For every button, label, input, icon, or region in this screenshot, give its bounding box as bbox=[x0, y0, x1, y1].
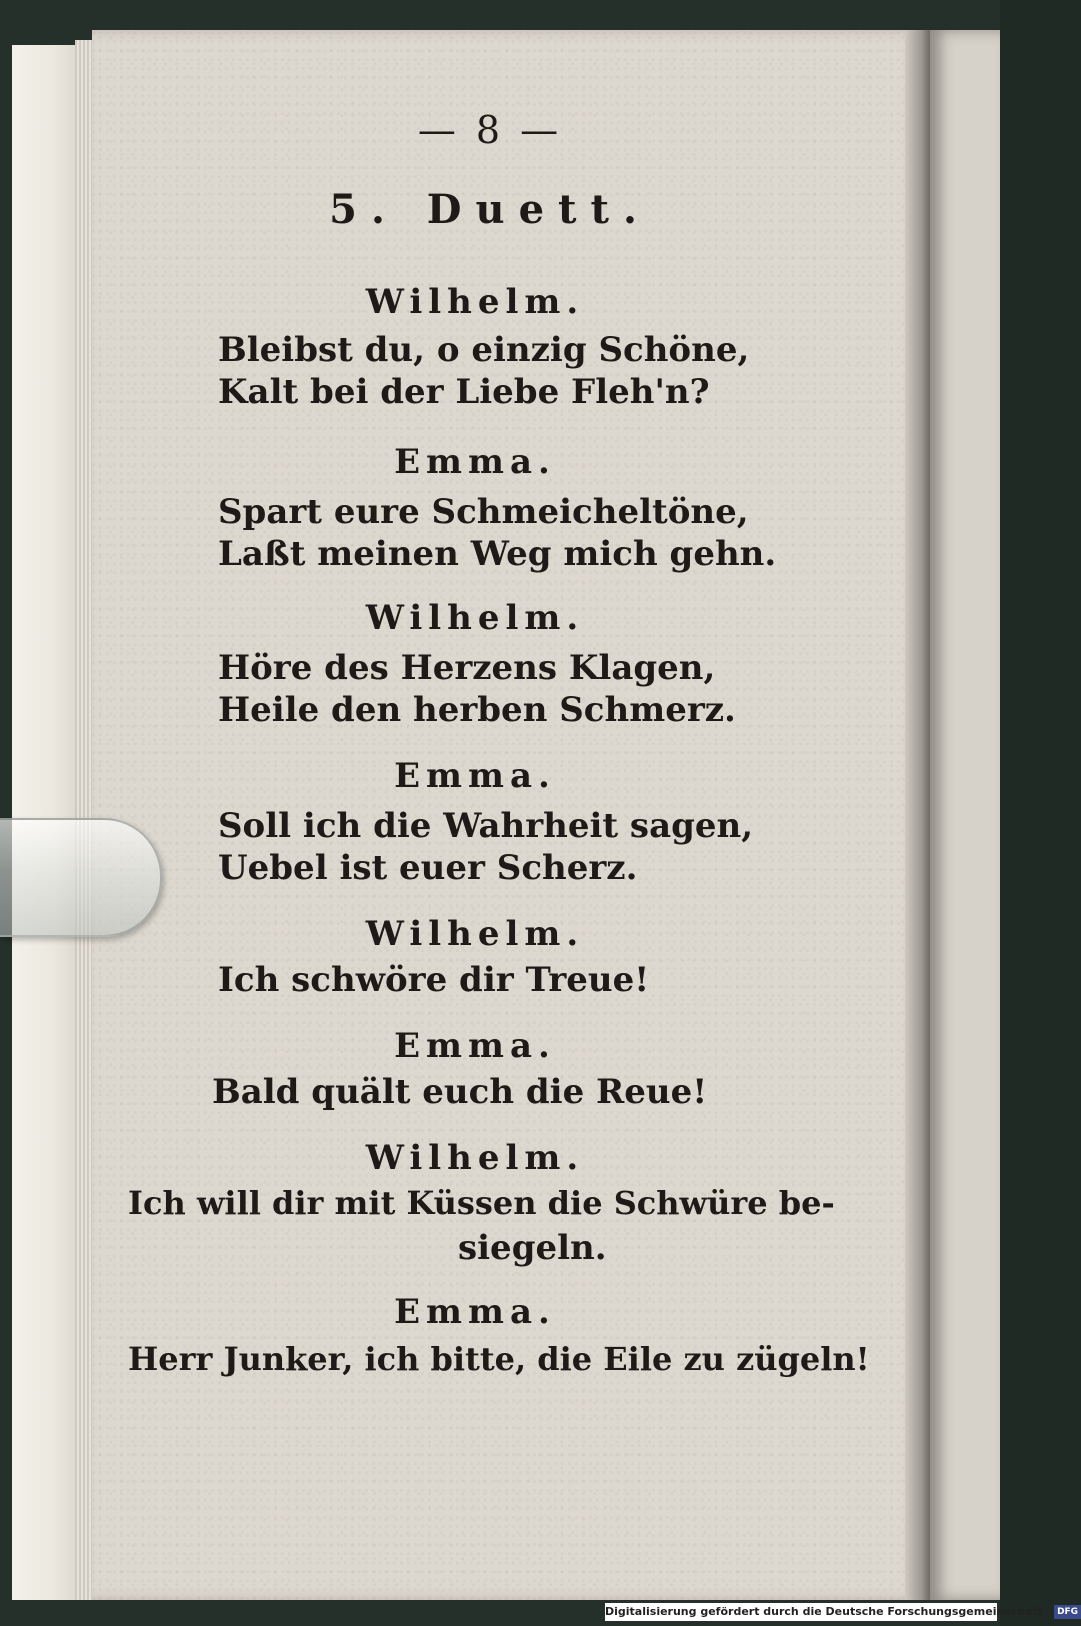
verse-line: Höre des Herzens Klagen, bbox=[218, 648, 716, 688]
page-number: — 8 — bbox=[417, 108, 563, 152]
verse-line: Spart eure Schmeicheltöne, bbox=[218, 492, 749, 532]
verse-line: Ich schwöre dir Treue! bbox=[218, 960, 650, 1000]
speaker-name: Wilhelm. bbox=[365, 914, 585, 954]
verse-line: Laßt meinen Weg mich gehn. bbox=[218, 534, 777, 574]
section-heading: 5. Duett. bbox=[329, 186, 651, 233]
verse-line: Herr Junker, ich bitte, die Eile zu zügeln! bbox=[128, 1340, 870, 1378]
verse-line: Bald quält euch die Reue! bbox=[212, 1072, 708, 1112]
verse-line: Heile den herben Schmerz. bbox=[218, 690, 736, 730]
dfg-logo: DFG bbox=[1054, 1605, 1081, 1619]
speaker-name: Emma. bbox=[394, 756, 556, 796]
verse-line: Ich will dir mit Küssen die Schwüre be- bbox=[128, 1184, 835, 1222]
verse-line: Kalt bei der Liebe Fleh'n? bbox=[218, 372, 710, 412]
digitization-credit bbox=[605, 1603, 1079, 1621]
verse-line: siegeln. bbox=[458, 1228, 607, 1268]
speaker-name: Wilhelm. bbox=[365, 598, 585, 638]
speaker-name: Wilhelm. bbox=[365, 282, 585, 322]
credit-text: Digitalisierung gefördert durch die Deutsche Forschungsgemeinschaft - bbox=[605, 1605, 1052, 1618]
verse-line: Uebel ist euer Scherz. bbox=[218, 848, 638, 888]
speaker-name: Emma. bbox=[394, 442, 556, 482]
verse-line: Bleibst du, o einzig Schöne, bbox=[218, 330, 750, 370]
speaker-name: Wilhelm. bbox=[365, 1138, 585, 1178]
verse-line: Soll ich die Wahrheit sagen, bbox=[218, 806, 754, 846]
speaker-name: Emma. bbox=[394, 1292, 556, 1332]
speaker-name: Emma. bbox=[394, 1026, 556, 1066]
